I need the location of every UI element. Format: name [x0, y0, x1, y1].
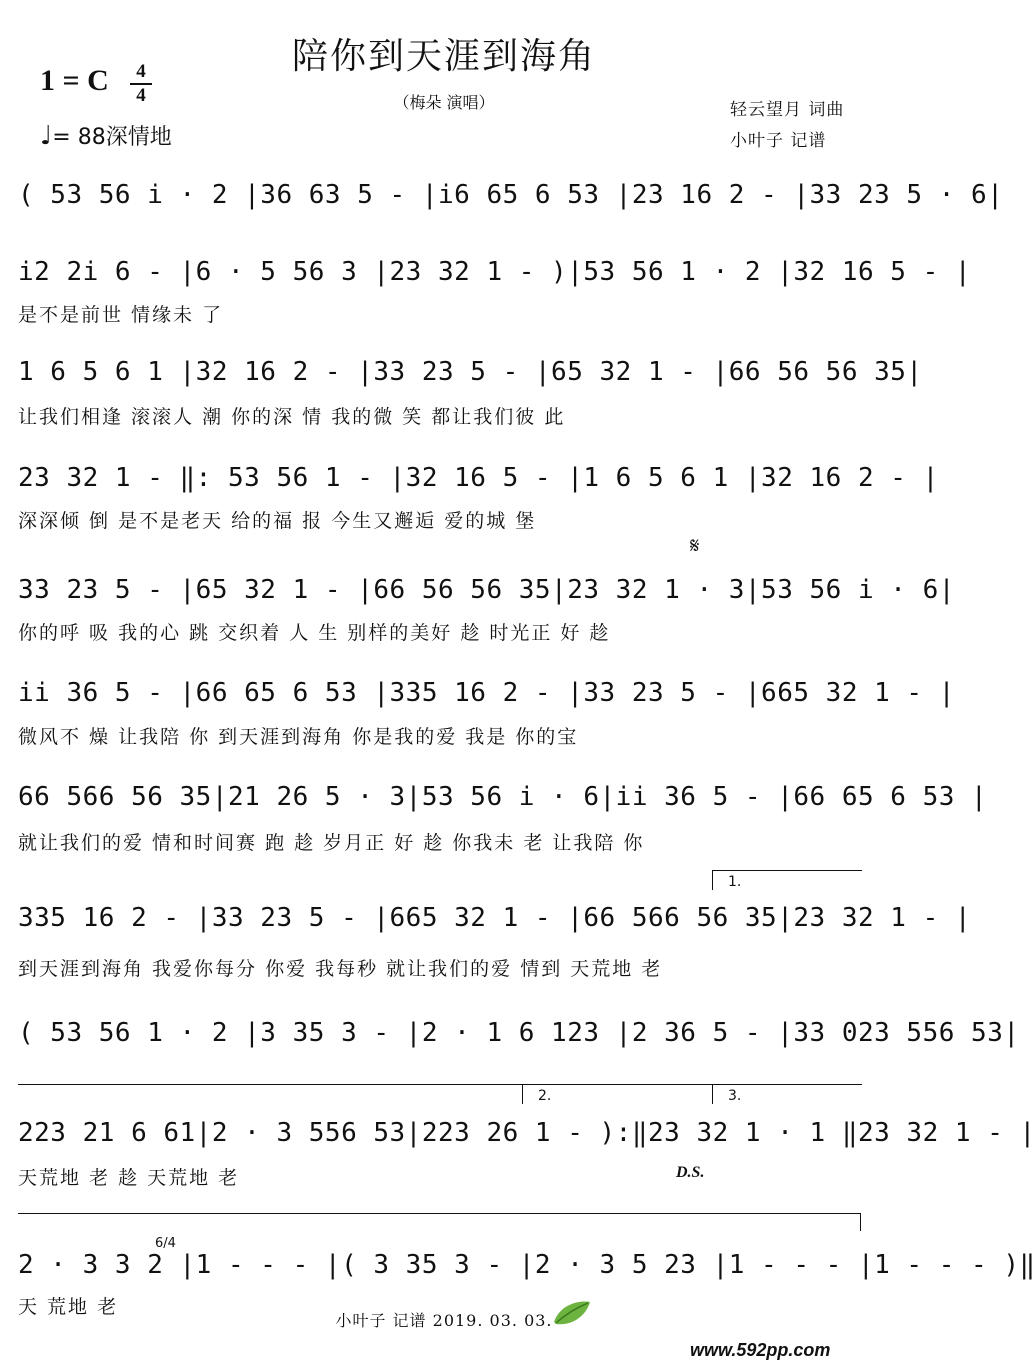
- lyric-line-2: 是不是前世 情缘未 了: [18, 304, 224, 326]
- score-line-9: ( 53 56 1 · 2 |3 35 3 - |2 · 1 6 123 |2 36 5 - |33 023 556 53|: [18, 1018, 1020, 1048]
- volta-3-label: 3.: [728, 1088, 742, 1104]
- score-line-8: 335 16 2 - |33 23 5 - |665 32 1 - |66 566 56 35|23 32 1 - |: [18, 903, 972, 933]
- lyric-line-3: 让我们相逢 滚滚人 潮 你的深 情 我的微 笑 都让我们彼 此: [18, 406, 566, 428]
- score-line-10: 223 21 6 61|2 · 3 556 53|223 26 1 - ):‖23 32 1 · 1 ‖23 32 1 - |: [18, 1118, 1036, 1148]
- score-line-7: 66 566 56 35|21 26 5 · 3|53 56 i · 6|ii 36 5 - |66 65 6 53 |: [18, 782, 988, 812]
- lyric-line-5: 你的呼 吸 我的心 跳 交织着 人 生 别样的美好 趁 时光正 好 趁: [18, 622, 611, 644]
- singer-credit: （梅朵 演唱）: [393, 93, 495, 112]
- tempo-expression: 深情地: [105, 125, 172, 150]
- lyric-line-10: 天荒地 老 趁 天荒地 老: [18, 1167, 240, 1189]
- lyric-line-8: 到天涯到海角 我爱你每分 你爱 我每秒 就让我们的爱 情到 天荒地 老: [18, 958, 663, 980]
- lyric-line-7: 就让我们的爱 情和时间赛 跑 趁 岁月正 好 趁 你我未 老 让我陪 你: [18, 832, 645, 854]
- tempo-value: = 88: [52, 125, 106, 150]
- line-11-top-rule: [18, 1213, 860, 1214]
- score-line-11: 2 · 3 3 2 |1 - - - |( 3 35 3 - |2 · 3 5 23 |1 - - - |1 - - - )‖: [18, 1250, 1036, 1280]
- score-line-4: 23 32 1 - ‖: 53 56 1 - |32 16 5 - |1 6 5 6 1 |32 16 2 - |: [18, 463, 939, 493]
- time-signature: [130, 62, 152, 106]
- lyricist-composer: 轻云望月 词曲: [730, 100, 845, 120]
- line-11-rule-hook: [860, 1213, 861, 1231]
- volta-1-hook: [712, 870, 713, 890]
- quarter-note-icon: ♩: [40, 121, 53, 151]
- key-signature: 1 = C: [40, 64, 109, 97]
- line-10-top-rule: [18, 1084, 862, 1085]
- dal-segno-mark: D.S.: [676, 1164, 705, 1181]
- volta-2-label: 2.: [538, 1088, 552, 1104]
- transcriber: 小叶子 记谱: [730, 131, 827, 151]
- meter-top: 4: [136, 61, 146, 82]
- volta-1-label: 1.: [728, 874, 742, 890]
- meter-bottom: 4: [136, 85, 146, 106]
- volta-2-hook: [522, 1084, 523, 1104]
- lyric-line-6: 微风不 燥 让我陪 你 到天涯到海角 你是我的爱 我是 你的宝: [18, 726, 579, 748]
- score-line-3: 1 6 5 6 1 |32 16 2 - |33 23 5 - |65 32 1 - |66 56 56 35|: [18, 357, 923, 387]
- volta-3-hook: [712, 1084, 713, 1104]
- transcription-note: 小叶子 记谱 2019. 03. 03.: [335, 1311, 553, 1330]
- website-watermark: www.592pp.com: [690, 1340, 831, 1360]
- lyric-line-11: 天 荒地 老: [18, 1296, 119, 1318]
- score-line-1: ( 53 56 i · 2 |36 63 5 - |i6 65 6 53 |23 16 2 - |33 23 5 · 6|: [18, 180, 1004, 210]
- segno-mark: 𝄋: [690, 534, 700, 559]
- score-line-5: 33 23 5 - |65 32 1 - |66 56 56 35|23 32 1 · 3|53 56 i · 6|: [18, 575, 955, 605]
- volta-1-bracket: [712, 870, 862, 871]
- time-change-mark: 6/4: [155, 1236, 176, 1251]
- score-line-2: i2 2i 6 - |6 · 5 56 3 |23 32 1 - )|53 56 1 · 2 |32 16 5 - |: [18, 257, 972, 287]
- song-title: 陪你到天涯到海角: [291, 36, 596, 77]
- score-line-6: ii 36 5 - |66 65 6 53 |335 16 2 - |33 23 5 - |665 32 1 - |: [18, 678, 955, 708]
- leaf-icon: [550, 1298, 594, 1332]
- lyric-line-4: 深深倾 倒 是不是老天 给的福 报 今生又邂逅 爱的城 堡: [18, 510, 537, 532]
- tempo-marking: [40, 120, 172, 151]
